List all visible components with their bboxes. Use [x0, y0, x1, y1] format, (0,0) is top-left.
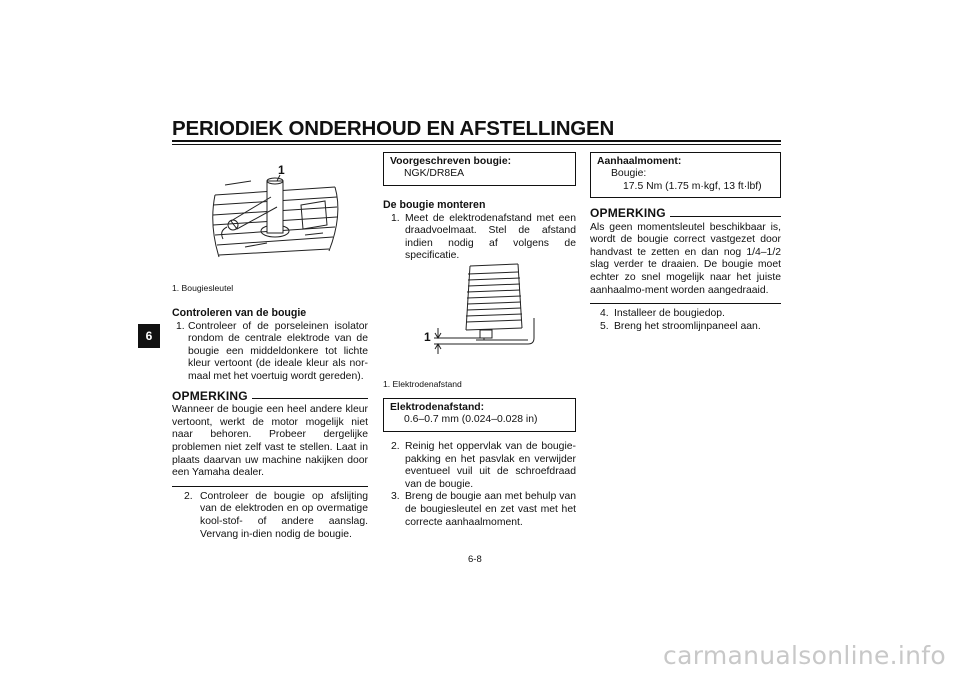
note-divider [172, 486, 368, 487]
spec-box-title: Voorgeschreven bougie: [390, 156, 512, 167]
step-5: 5. Breng het stroomlijnpaneel aan. [600, 320, 761, 332]
spark-plug-thread-drawing [420, 258, 540, 368]
middle-column-bottom [383, 441, 576, 529]
right-column [590, 207, 781, 333]
engine-wrench-drawing [205, 165, 345, 275]
step-2: 2. Controleer de bougie op afslijting van de elektroden en op overmatige kool-stof- of andere aanslag. Vervang in-dien nodig de bougie. [184, 490, 368, 540]
step-2-clean: 2. Reinig het oppervlak van de bougie-pakking en het pasvlak en verwijder eventueel vuil uit de schroefdraad van de bougie. [391, 441, 576, 490]
spec-box-torque [590, 152, 781, 198]
chapter-tab: 6 [138, 324, 160, 348]
spark-plug-wrench-illustration [205, 165, 345, 275]
note-title-right: OPMERKING [590, 207, 781, 220]
torque-box-value: 17.5 Nm (1.75 m·kgf, 13 ft·lbf) [623, 180, 762, 192]
figure-callout-1: 1 [278, 163, 285, 177]
figure-caption: 1. Bougiesleutel [172, 283, 234, 293]
spec-box-value: NGK/DR8EA [404, 168, 465, 180]
page-title: PERIODIEK ONDERHOUD EN AFSTELLINGEN [172, 117, 615, 140]
step-1: 1. Controleer of de porseleinen isolator rondom de centrale elektrode van de bougie een middeldonkere tot lichte kleur vertoont (de ideale kleur als nor-maal met het voertuig wordt gereden). [176, 320, 368, 382]
gap-callout-1: 1 [424, 330, 431, 344]
header-rule-thick [172, 140, 781, 142]
page-number: 6-8 [468, 554, 482, 565]
step-1-measure: 1. Meet de elektrodenafstand met een draadvoelmaat. Stel de afstand indien nodig af volgens de specificatie. [391, 212, 576, 262]
torque-box-item: Bougie: [611, 168, 647, 180]
watermark: carmanualsonline.info [663, 641, 946, 670]
step-3-install: 3. Breng de bougie aan met behulp van de bougiesleutel en zet vast met het correcte aanhaalmoment. [391, 491, 576, 528]
spec-box-spark-plug [383, 152, 576, 186]
note-divider-right [590, 303, 781, 304]
middle-column-top [383, 199, 576, 263]
electrode-gap-illustration [420, 258, 540, 368]
section-title-install: De bougie monteren [383, 199, 486, 211]
note-text: Wanneer de bougie een heel andere kleur vertoont, werkt de motor mogelijk niet naar behoren. Probeer dergelijke problemen niet zelf vast te stellen. Laat in plaats daarvan uw machine nakijken door een Yamaha dealer. [172, 404, 368, 479]
gap-figure-caption: 1. Elektrodenafstand [383, 379, 462, 389]
spec-box-electrode-gap [383, 398, 576, 432]
gap-box-value: 0.6–0.7 mm (0.024–0.028 in) [404, 414, 538, 426]
torque-box-title: Aanhaalmoment: [597, 156, 682, 167]
left-column [172, 307, 368, 541]
step-4: 4. Installeer de bougiedop. [600, 308, 725, 320]
note-text-right: Als geen momentsleutel beschikbaar is, wordt de bougie correct vastgezet door handvast te zetten en dan nog 1/4–1/2 slag verder te draaien. De bougie moet echter zo snel mogelijk naar het juiste aanhaalmo-ment worden aangedraaid. [590, 221, 781, 296]
note-title: OPMERKING [172, 390, 368, 403]
section-title: Controleren van de bougie [172, 307, 307, 319]
gap-box-title: Elektrodenafstand: [390, 402, 485, 413]
header-rule-thin [172, 144, 781, 145]
